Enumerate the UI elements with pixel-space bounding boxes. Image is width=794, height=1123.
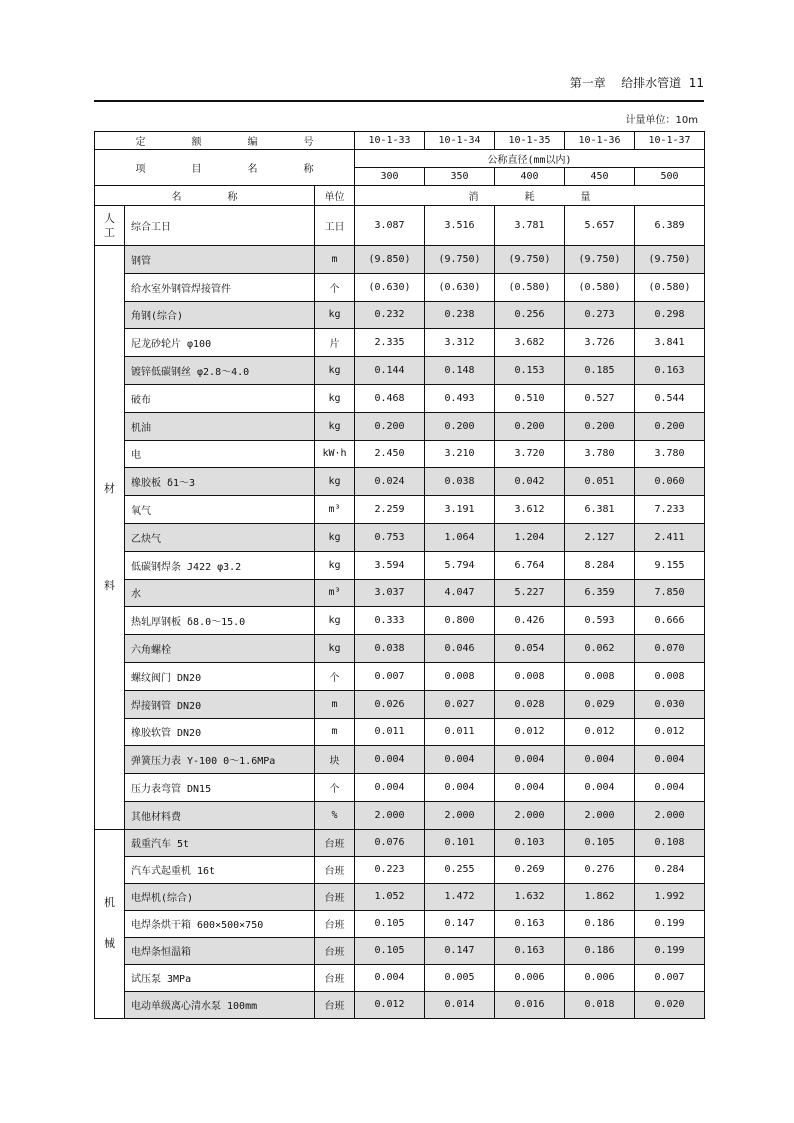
consumption-value: 0.232 [355,301,425,329]
consumption-value: 3.841 [635,329,705,357]
item-name: 电焊机(综合) [125,883,315,910]
consumption-value: (9.750) [565,246,635,274]
name-column-header: 名 称 [95,186,315,206]
consumption-value: 0.011 [355,718,425,746]
table-row [95,246,705,274]
consumption-value: 1.064 [425,523,495,551]
consumption-value: 0.105 [565,829,635,856]
consumption-value: (9.750) [635,246,705,274]
consumption-value: 0.042 [495,468,565,496]
item-name: 橡胶板 δ1～3 [125,468,315,496]
consumption-value: 0.223 [355,856,425,883]
consumption-value: 0.051 [565,468,635,496]
item-name: 电焊条烘干箱 600×500×750 [125,910,315,937]
header-rule [94,100,704,102]
consumption-value: 1.052 [355,883,425,910]
consumption-value: 0.255 [425,856,495,883]
consumption-value: 6.764 [495,551,565,579]
consumption-value: (0.580) [565,273,635,301]
consumption-value: 0.016 [495,991,565,1018]
table-row [95,635,705,663]
consumption-value: 3.781 [495,206,565,246]
table-row [95,551,705,579]
consumption-value: 3.780 [635,440,705,468]
consumption-value: 0.298 [635,301,705,329]
consumption-value: 0.004 [565,746,635,774]
table-row [95,856,705,883]
table-row [95,412,705,440]
item-name-label: 项 目 名 称 [95,150,355,186]
consumption-value: 0.800 [425,607,495,635]
consumption-value: 0.163 [495,910,565,937]
item-unit: kg [315,412,355,440]
item-unit: m [315,246,355,274]
consumption-value: 0.105 [355,937,425,964]
consumption-value: 5.657 [565,206,635,246]
chapter-label: 第一章 [569,76,606,90]
consumption-value: 0.026 [355,690,425,718]
table-row [95,273,705,301]
measurement-unit: 计量单位：10m [625,115,698,126]
consumption-value: 6.389 [635,206,705,246]
item-name: 乙炔气 [125,523,315,551]
consumption-value: 3.612 [495,496,565,524]
consumption-value: (0.580) [635,273,705,301]
consumption-value: 5.794 [425,551,495,579]
item-unit: kg [315,635,355,663]
consumption-value: 0.238 [425,301,495,329]
item-unit: m³ [315,579,355,607]
consumption-value: 0.200 [355,412,425,440]
consumption-value: 8.284 [565,551,635,579]
consumption-value: 0.200 [635,412,705,440]
consumption-value: 0.027 [425,690,495,718]
consumption-value: 7.850 [635,579,705,607]
table-row [95,384,705,412]
consumption-value: 0.144 [355,357,425,385]
quota-body [95,206,705,1019]
consumption-value: 3.682 [495,329,565,357]
table-row [95,690,705,718]
consumption-value: 0.468 [355,384,425,412]
item-unit: 台班 [315,856,355,883]
group-label: 机 械 [95,829,125,1018]
consumption-value: 0.199 [635,937,705,964]
consumption-value: 0.011 [425,718,495,746]
item-name: 氧气 [125,496,315,524]
consumption-value: 7.233 [635,496,705,524]
consumption-value: 3.516 [425,206,495,246]
consumption-value: 0.593 [565,607,635,635]
consumption-value: 0.029 [565,690,635,718]
item-name: 水 [125,579,315,607]
consumption-value: 2.000 [565,801,635,829]
consumption-value: 0.004 [495,774,565,802]
consumption-value: 0.544 [635,384,705,412]
item-name: 弹簧压力表 Y-100 0～1.6MPa [125,746,315,774]
item-name: 破布 [125,384,315,412]
table-row [95,468,705,496]
consumption-value: 2.259 [355,496,425,524]
table-row [95,910,705,937]
table-row [95,523,705,551]
diameter-label: 公称直径(mm以内) [355,150,705,168]
consumption-value: 0.147 [425,937,495,964]
consumption-value: 0.186 [565,937,635,964]
consumption-value: 6.359 [565,579,635,607]
page-header [94,74,704,96]
item-name: 尼龙砂轮片 φ100 [125,329,315,357]
consumption-value: 0.004 [495,746,565,774]
consumption-value: 0.153 [495,357,565,385]
consumption-value: 1.632 [495,883,565,910]
consumption-value: 0.012 [565,718,635,746]
consumption-value: 0.008 [635,662,705,690]
consumption-value: 0.493 [425,384,495,412]
table-row [95,774,705,802]
consumption-value: 0.185 [565,357,635,385]
item-name: 试压泵 3MPa [125,964,315,991]
item-name: 钢管 [125,246,315,274]
consumption-value: 0.018 [565,991,635,1018]
item-unit: 个 [315,273,355,301]
item-name: 其他材料费 [125,801,315,829]
quota-code-label: 定 额 编 号 [95,132,355,150]
consumption-value: 0.008 [565,662,635,690]
table-row [95,607,705,635]
item-name: 载重汽车 5t [125,829,315,856]
consumption-value: 0.030 [635,690,705,718]
consumption-value: 0.753 [355,523,425,551]
consumption-value: 0.005 [425,964,495,991]
item-name: 橡胶软管 DN20 [125,718,315,746]
item-unit: m³ [315,496,355,524]
table-row [95,829,705,856]
consumption-value: 0.004 [355,774,425,802]
consumption-value: 0.012 [355,991,425,1018]
quota-code: 10-1-34 [425,132,495,150]
consumption-value: 2.411 [635,523,705,551]
consumption-value: 2.127 [565,523,635,551]
consumption-value: (9.750) [425,246,495,274]
consumption-value: 0.076 [355,829,425,856]
item-unit: % [315,801,355,829]
table-row [95,496,705,524]
page-number: 11 [688,76,704,90]
group-label: 人 工 [95,206,125,246]
consumption-value: 0.006 [565,964,635,991]
consumption-value: 4.047 [425,579,495,607]
consumption-value: 0.666 [635,607,705,635]
item-unit: kW·h [315,440,355,468]
item-unit: kg [315,468,355,496]
consumption-value: 0.163 [635,357,705,385]
consumption-value: 0.006 [495,964,565,991]
item-name: 镀锌低碳钢丝 φ2.8～4.0 [125,357,315,385]
table-row [95,746,705,774]
column-header-row [95,186,705,206]
group-label: 材 料 [95,246,125,830]
consumption-value: 2.000 [355,801,425,829]
consumption-value: 0.256 [495,301,565,329]
item-name: 电动单级离心清水泵 100mm [125,991,315,1018]
consumption-value: 2.000 [495,801,565,829]
item-name: 电焊条恒温箱 [125,937,315,964]
table-row [95,991,705,1018]
consumption-value: 0.054 [495,635,565,663]
consumption-header: 消 耗 量 [355,186,705,206]
item-unit: m [315,718,355,746]
item-unit: kg [315,384,355,412]
item-name: 角钢(综合) [125,301,315,329]
table-row [95,329,705,357]
consumption-value: 2.000 [635,801,705,829]
consumption-value: 0.333 [355,607,425,635]
diameter-value: 500 [635,168,705,186]
quota-code: 10-1-35 [495,132,565,150]
consumption-value: (0.580) [495,273,565,301]
consumption-value: 3.087 [355,206,425,246]
consumption-value: 0.020 [635,991,705,1018]
diameter-value: 400 [495,168,565,186]
table-row [95,206,705,246]
diameter-value: 300 [355,168,425,186]
consumption-value: 0.004 [635,774,705,802]
item-unit: 个 [315,774,355,802]
item-unit: 片 [315,329,355,357]
consumption-value: 0.062 [565,635,635,663]
consumption-value: 1.204 [495,523,565,551]
consumption-value: 6.381 [565,496,635,524]
consumption-value: 0.200 [495,412,565,440]
item-unit: 台班 [315,991,355,1018]
item-name: 电 [125,440,315,468]
consumption-value: 0.527 [565,384,635,412]
consumption-value: 0.200 [565,412,635,440]
consumption-value: 1.472 [425,883,495,910]
consumption-value: 0.004 [355,746,425,774]
item-unit: kg [315,523,355,551]
item-unit: 台班 [315,883,355,910]
table-row [95,937,705,964]
consumption-value: 0.060 [635,468,705,496]
consumption-value: 3.037 [355,579,425,607]
consumption-value: 0.008 [425,662,495,690]
chapter-title: 给排水管道 [621,76,682,90]
consumption-value: 0.105 [355,910,425,937]
consumption-value: 0.147 [425,910,495,937]
consumption-value: 1.992 [635,883,705,910]
item-unit: 块 [315,746,355,774]
consumption-value: (0.630) [425,273,495,301]
consumption-value: 1.862 [565,883,635,910]
consumption-value: 0.426 [495,607,565,635]
consumption-value: 0.163 [495,937,565,964]
item-name: 给水室外钢管焊接管件 [125,273,315,301]
consumption-value: 3.210 [425,440,495,468]
diameter-label-row [95,150,705,168]
item-name: 螺纹阀门 DN20 [125,662,315,690]
consumption-value: 2.450 [355,440,425,468]
item-unit: 台班 [315,964,355,991]
consumption-value: 0.148 [425,357,495,385]
item-unit: kg [315,607,355,635]
consumption-value: 0.012 [635,718,705,746]
item-name: 六角螺栓 [125,635,315,663]
table-row [95,801,705,829]
consumption-value: 0.004 [355,964,425,991]
consumption-value: 0.510 [495,384,565,412]
consumption-value: 0.038 [425,468,495,496]
consumption-value: 0.101 [425,829,495,856]
consumption-value: 0.186 [565,910,635,937]
table-row [95,718,705,746]
consumption-value: 0.200 [425,412,495,440]
consumption-value: 0.004 [425,746,495,774]
diameter-value: 450 [565,168,635,186]
item-unit: kg [315,357,355,385]
consumption-value: 0.284 [635,856,705,883]
consumption-value: 9.155 [635,551,705,579]
quota-code: 10-1-36 [565,132,635,150]
consumption-value: 0.012 [495,718,565,746]
item-unit: 台班 [315,937,355,964]
consumption-value: (9.850) [355,246,425,274]
consumption-value: 5.227 [495,579,565,607]
consumption-value: 0.038 [355,635,425,663]
item-unit: kg [315,551,355,579]
item-unit: kg [315,301,355,329]
item-name: 低碳钢焊条 J422 φ3.2 [125,551,315,579]
consumption-value: (9.750) [495,246,565,274]
consumption-value: 3.312 [425,329,495,357]
consumption-value: 0.007 [635,964,705,991]
item-unit: 工日 [315,206,355,246]
consumption-value: 2.000 [425,801,495,829]
consumption-value: 3.191 [425,496,495,524]
quota-table [94,131,705,1019]
consumption-value: (0.630) [355,273,425,301]
consumption-value: 0.028 [495,690,565,718]
consumption-value: 0.014 [425,991,495,1018]
table-row [95,579,705,607]
item-unit: 台班 [315,829,355,856]
table-row [95,440,705,468]
diameter-value: 350 [425,168,495,186]
consumption-value: 0.199 [635,910,705,937]
consumption-value: 0.103 [495,829,565,856]
table-row [95,301,705,329]
consumption-value: 3.726 [565,329,635,357]
consumption-value: 0.276 [565,856,635,883]
consumption-value: 3.594 [355,551,425,579]
item-name: 汽车式起重机 16t [125,856,315,883]
consumption-value: 3.720 [495,440,565,468]
consumption-value: 0.004 [565,774,635,802]
consumption-value: 0.070 [635,635,705,663]
consumption-value: 0.004 [425,774,495,802]
item-unit: 个 [315,662,355,690]
quota-code-row [95,132,705,150]
table-row [95,883,705,910]
item-name: 热轧厚钢板 δ8.0～15.0 [125,607,315,635]
consumption-value: 0.273 [565,301,635,329]
consumption-value: 2.335 [355,329,425,357]
table-row [95,357,705,385]
item-name: 压力表弯管 DN15 [125,774,315,802]
consumption-value: 0.108 [635,829,705,856]
unit-column-header: 单位 [315,186,355,206]
item-unit: m [315,690,355,718]
consumption-value: 0.046 [425,635,495,663]
item-unit: 台班 [315,910,355,937]
consumption-value: 0.007 [355,662,425,690]
consumption-value: 0.269 [495,856,565,883]
item-name: 综合工日 [125,206,315,246]
item-name: 机油 [125,412,315,440]
table-row [95,662,705,690]
consumption-value: 0.008 [495,662,565,690]
table-row [95,964,705,991]
quota-code: 10-1-33 [355,132,425,150]
quota-code: 10-1-37 [635,132,705,150]
consumption-value: 0.024 [355,468,425,496]
consumption-value: 3.780 [565,440,635,468]
item-name: 焊接钢管 DN20 [125,690,315,718]
consumption-value: 0.004 [635,746,705,774]
